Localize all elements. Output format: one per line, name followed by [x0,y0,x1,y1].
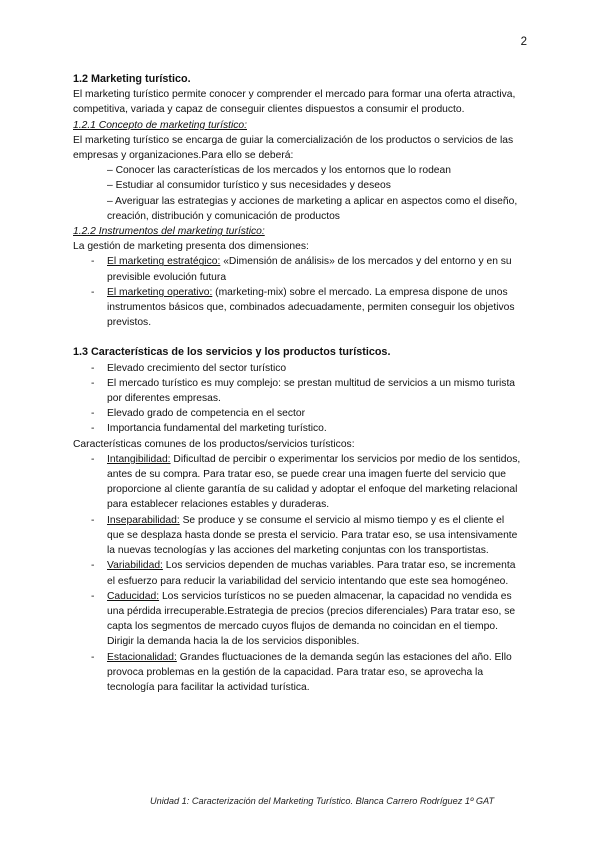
list-item [73,254,523,284]
bullet-marker: - [91,423,95,435]
list-item-text: «Dimensión de análisis» de los mercados y del entorno y en su previsible evolución futura [107,256,512,283]
list-item [73,452,523,513]
page-footer: Unidad 1: Caracterización del Marketing Turístico. Blanca Carrero Rodríguez 1º GAT [150,796,495,806]
bullet-marker: - [91,590,95,602]
dimensions-list [73,254,523,330]
list-item [73,650,523,696]
subsection-1-2-2-title: 1.2.2 Instrumentos del marketing turístico: [73,226,265,238]
subsection-1-2-1-title: 1.2.1 Concepto de marketing turístico: [73,119,247,131]
list-item [73,376,523,406]
bullet-marker: - [91,560,95,572]
characteristics-list [73,361,523,437]
list-item [73,285,523,331]
dash-item: – Conocer las características de los mercados y los entornos que lo rodean [107,165,451,177]
bullet-marker: - [91,453,95,465]
dash-item: – Averiguar las estrategias y acciones de marketing a aplicar en aspectos como el diseño, creación, distribución y comunicación de productos [107,195,518,222]
section-1-2-intro: El marketing turístico permite conocer y comprender el mercado para formar una oferta atractiva, competitiva, variada y capaz de conseguir clientes dispuestos a consumir el producto. [73,89,516,116]
list-item-text: Los servicios dependen de muchas variables. Para tratar eso, se incrementa el esfuerzo para reducir la variabilidad del servicio intentando que este sea homogéneo. [107,560,516,587]
section-1-3-heading: 1.3 Características de los servicios y los productos turísticos. [73,346,391,359]
list-item-text: Elevado crecimiento del sector turístico [107,362,287,374]
bullet-marker: - [91,286,95,298]
subsection-1-2-2-text: La gestión de marketing presenta dos dimensiones: [73,241,309,253]
list-item-text: Importancia fundamental del marketing turístico. [107,423,327,435]
page-number: 2 [520,36,527,48]
list-item-text: El mercado turístico es muy complejo: se prestan multitud de servicios a un mismo turista por diferentes empresas. [107,377,516,405]
list-item-term: El marketing operativo: [107,286,213,298]
dash-item: – Estudiar al consumidor turístico y sus necesidades y deseos [107,180,391,192]
section-1-2-heading: 1.2 Marketing turístico. [73,73,191,85]
bullet-marker: - [91,651,95,663]
list-item [73,513,523,559]
list-item [73,361,523,376]
bullet-marker: - [91,514,95,526]
list-item-text: Los servicios turísticos no se pueden almacenar, la capacidad no vendida es una pérdida irrecuperable.Estrategia de precios (precios diferenciales) Para tratar eso, se capta los segmentos de mercado cuyos flujos de demanda no coincidan en el tiempo. Dirigir la demanda hacia la de los servicios disponibles. [107,590,516,648]
list-item [73,558,523,588]
list-item-term: Estacionalidad: [107,651,177,663]
list-item-text: (marketing-mix) sobre el mercado. La empresa dispone de unos instrumentos básicos que, combinados adecuadamente, permiten conseguir los objetivos previstos. [107,286,515,329]
list-item-term: El marketing estratégico: [107,256,221,268]
list-item-term: Intangibilidad: [107,453,171,465]
list-item-text: Elevado grado de competencia en el sector [107,408,306,420]
bullet-marker: - [91,377,95,389]
list-item-text: Dificultad de percibir o experimentar los servicios por medio de los sentidos, antes de su compra. Para tratar eso, se puede crear una imagen fuerte del servicio que proporcione al cliente garantía de su calidad y adoptar el enfoque del marketing relacional para establecer relaciones estables y duraderas. [107,453,521,511]
bullet-marker: - [91,408,95,420]
subsection-1-2-1-text: El marketing turístico se encarga de guiar la comercialización de los productos o servicios de las empresas y organizaciones.Para ello se deberá: [73,134,514,162]
common-characteristics-intro: Características comunes de los productos/servicios turísticos: [73,438,355,450]
list-item [73,589,523,650]
list-item-term: Variabilidad: [107,560,163,572]
list-item-term: Caducidad: [107,590,160,602]
list-item [73,406,523,421]
document-body [73,72,523,695]
list-item-text: Grandes fluctuaciones de la demanda según las estaciones del año. Ello provoca problemas en la gestión de la capacidad. Para tratar eso, se aprovecha la tecnología para facilitar la actividad turística. [107,651,512,693]
bullet-marker: - [91,362,95,374]
spacer [73,330,523,345]
common-characteristics-list [73,452,523,695]
bullet-marker: - [91,256,95,268]
list-item [73,421,523,436]
list-item-term: Inseparabilidad: [107,514,180,526]
list-item-text: Se produce y se consume el servicio al mismo tiempo y es el cliente el que se desplaza hasta donde se presta el servicio. Para tratar eso, se usa intensivamente la nuevas tecnologías y las acciones del marketing conjuntas con los transportistas. [107,514,518,557]
